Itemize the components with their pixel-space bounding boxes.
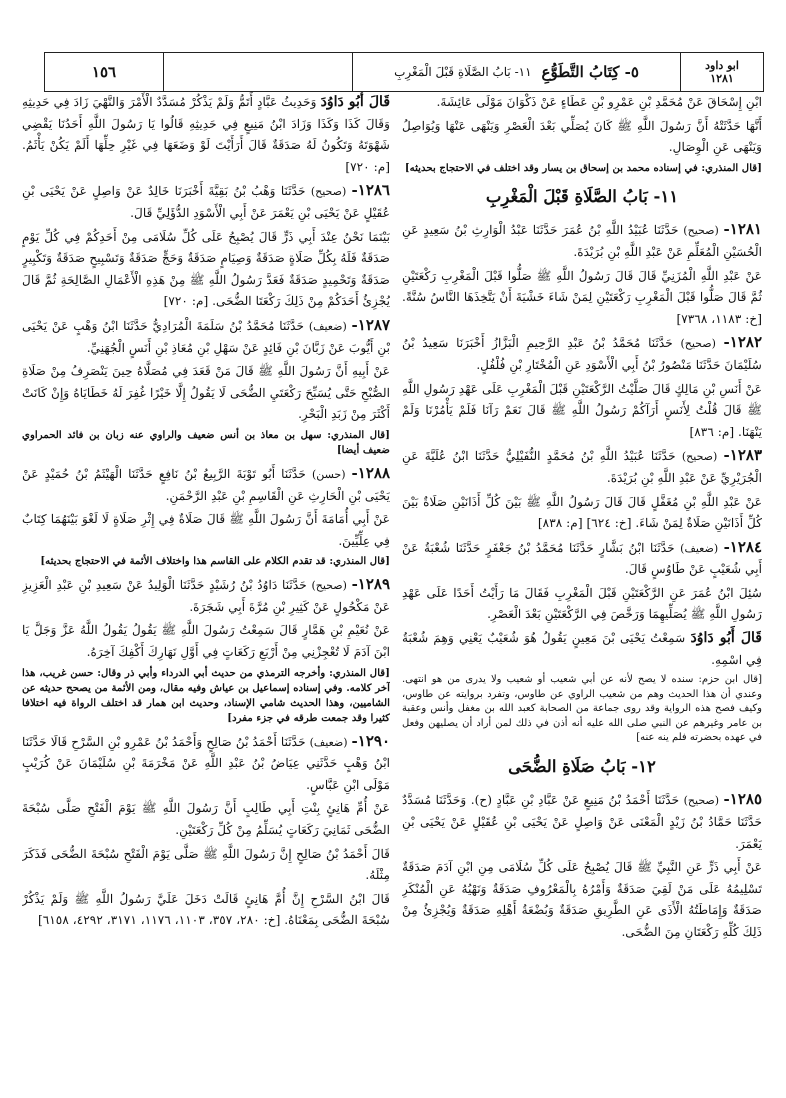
- hadith-grade: (صحيح): [680, 337, 716, 351]
- hadith-number: ١٢٨٧-: [351, 315, 390, 334]
- hadith-isnad: حَدَّثَنَا عُبَيْدُ اللَّهِ بْنُ مُحَمَّدٍ النُّفَيْلِيُّ حَدَّثَنَا ابْنُ عُلَيَّةَ عَنِ الْجُرَيْرِيِّ عَنْ عَبْدِ اللَّهِ بْنِ بُرَيْدَةَ.: [402, 449, 762, 485]
- right-column: [402, 92, 762, 1092]
- page-header: [44, 52, 764, 92]
- page-number: ١٥٦: [91, 63, 117, 81]
- hadith-1285: [402, 789, 762, 855]
- hadith-matn: عَنْ أَنَسِ بْنِ مَالِكٍ قَالَ صَلَّيْتُ الرَّكْعَتَيْنِ قَبْلَ الْمَغْرِبِ عَلَى عَهْدِ رَسُولِ اللَّهِ ﷺ قَالَ قُلْتُ لِأَنَسٍ أَرَآكُمْ رَسُولُ اللَّهِ ﷺ قَالَ نَعَمْ رَآنَا فَلَمْ يَأْمُرْنَا وَلَمْ يَنْهَنَا. [م: ٨٣٦]: [402, 381, 762, 439]
- hadith-matn: بَيْنَمَا نَحْنُ عِنْدَ أَبِي ذَرٍّ قَالَ يُصْبِحُ عَلَى كُلِّ سُلَامَى مِنْ أَحَدِكُمْ فِي كُلِّ يَوْمٍ صَدَقَةٌ فَلَهُ بِكُلِّ صَلَاةٍ صَدَقَةٌ وَصِيَامٍ صَدَقَةٌ وَحَجٍّ صَدَقَةٌ وَتَسْبِيحٍ صَدَقَةٌ وَتَكْبِيرٍ صَدَقَةٌ وَتَحْمِيدٍ صَدَقَةٌ فَعَدَّ رَسُولُ اللَّهِ ﷺ مِنْ هَذِهِ الْأَعْمَالِ الصَّالِحَةِ ثُمَّ قَالَ يُجْزِئُ أَحَدَكُمْ مِنْ ذَلِكَ رَكْعَتَا الضُّحَى. [م: ٧٢٠]: [22, 229, 390, 309]
- hadith-1286: [22, 180, 390, 224]
- hadith-matn: عَنْ عَبْدِ اللَّهِ الْمُزَنِيِّ قَالَ قَالَ رَسُولُ اللَّهِ ﷺ صَلُّوا قَبْلَ الْمَغْرِبِ رَكْعَتَيْنِ ثُمَّ قَالَ صَلُّوا قَبْلَ الْمَغْرِبِ رَكْعَتَيْنِ لِمَنْ شَاءَ خَشْيَةَ أَنْ يَتَّخِذَهَا النَّاسُ سُنَّةً. [خ: ١١٨٣، ٧٣٦٨]: [402, 268, 762, 326]
- hadith-isnad: حَدَّثَنَا ابْنُ بَشَّارٍ حَدَّثَنَا مُحَمَّدُ بْنُ جَعْفَرٍ حَدَّثَنَا شُعْبَةُ عَنْ أَبِي شُعَيْبٍ عَنْ طَاوُسٍ قَالَ.: [402, 540, 762, 577]
- hadith-matn: عَنْ أُمِّ هَانِئٍ بِنْتِ أَبِي طَالِبٍ أَنَّ رَسُولَ اللَّهِ ﷺ يَوْمَ الْفَتْحِ صَلَّى سُبْحَةَ الضُّحَى ثَمَانِيَ رَكَعَاتٍ يُسَلِّمُ مِنْ كُلِّ رَكْعَتَيْنِ.: [22, 801, 390, 838]
- header-title-box: [352, 53, 680, 91]
- hadith-number: ١٢٨٩-: [351, 575, 390, 594]
- hadith-matn: عَنْ عَبْدِ اللَّهِ بْنِ مُغَفَّلٍ قَالَ قَالَ رَسُولُ اللَّهِ ﷺ بَيْنَ كُلِّ أَذَانَيْنِ صَلَاةٌ بَيْنَ كُلِّ أَذَانَيْنِ صَلَاةٌ لِمَنْ شَاءَ. [خ: ٦٢٤] [م: ٨٣٨]: [402, 494, 762, 531]
- chapter-subtitle: ١١- بَابُ الصَّلَاةِ قَبْلَ الْمَغْرِبِ: [394, 65, 532, 79]
- hadith-grade: (ضعيف): [308, 319, 347, 333]
- header-blank-box: [163, 53, 352, 91]
- abu-dawud-remark: [22, 92, 390, 178]
- hadith-isnad: حَدَّثَنَا مُحَمَّدُ بْنُ عَبْدِ الرَّحِيمِ الْبَزَّازُ أَخْبَرَنَا سَعِيدُ بْنُ سُلَيْمَانَ حَدَّثَنَا مَنْصُورُ بْنُ أَبِي الْأَسْوَدِ عَنِ الْمُخْتَارِ بْنِ فُلْفُلٍ.: [402, 336, 762, 372]
- header-ref-bottom: ١٢٨١: [710, 72, 734, 85]
- book-title: ٥- كِتَابُ التَّطَوُّعِ: [541, 63, 639, 81]
- hadith-matn: عَنْ أَبِي ذَرٍّ عَنِ النَّبِيِّ ﷺ قَالَ يُصْبِحُ عَلَى كُلِّ سُلَامَى مِنِ ابْنِ آدَمَ صَدَقَةٌ تَسْلِيمُهُ عَلَى مَنْ لَقِيَ صَدَقَةٌ وَأَمْرُهُ بِالْمَعْرُوفِ صَدَقَةٌ وَنَهْيُهُ عَنِ الْمُنْكَرِ صَدَقَةٌ وَإِمَاطَتُهُ الْأَذَى عَنِ الطَّرِيقِ صَدَقَةٌ وَبُضْعَةُ أَهْلِهِ صَدَقَةٌ وَيُجْزِئُ مِنْ ذَلِكَ كُلِّهِ رَكْعَتَانِ مِنَ الضُّحَى.: [402, 860, 762, 939]
- abu-dawud-label: قَالَ أَبُو دَاوُدَ: [320, 94, 390, 110]
- hadith-isnad: حَدَّثَنَا وَهْبُ بْنُ بَقِيَّةَ أَخْبَرَنَا خَالِدٌ عَنْ وَاصِلٍ عَنْ يَحْيَى بْنِ عُقَيْلٍ عَنْ يَحْيَى بْنِ يَعْمَرَ عَنْ أَبِي الْأَسْوَدِ الدُّؤَلِيِّ قَالَ.: [22, 184, 390, 220]
- intro-isnad: ابْنِ إِسْحَاقَ عَنْ مُحَمَّدِ بْنِ عَمْرِو بْنِ عَطَاءٍ عَنْ ذَكْوَانَ مَوْلَى عَائِشَةَ.: [436, 95, 762, 109]
- hadith-matn: عَنْ أَبِي أُمَامَةَ أَنَّ رَسُولَ اللَّهِ ﷺ قَالَ صَلَاةٌ فِي إِثْرِ صَلَاةٍ لَا لَغْوَ بَيْنَهُمَا كِتَابٌ فِي عِلِّيِّينَ.: [22, 512, 390, 548]
- hadith-1283: [402, 445, 762, 489]
- hadith-1281: [402, 219, 762, 263]
- hadith-number: ١٢٩٠-: [351, 731, 390, 750]
- hadith-matn: عَنْ أَبِيهِ أَنَّ رَسُولَ اللَّهِ ﷺ قَالَ مَنْ قَعَدَ فِي مُصَلَّاهُ حِينَ يَنْصَرِفُ مِنْ صَلَاةِ الصُّبْحِ حَتَّى يُسَبِّحَ رَكْعَتَيِ الضُّحَى لَا يَقُولُ إِلَّا خَيْرًا غُفِرَ لَهُ خَطَايَاهُ وَإِنْ كَانَتْ أَكْثَرَ مِنْ زَبَدِ الْبَحْرِ.: [22, 364, 390, 422]
- hadith-range-box: [680, 53, 763, 91]
- hadith-matn: سُئِلَ ابْنُ عُمَرَ عَنِ الرَّكْعَتَيْنِ قَبْلَ الْمَغْرِبِ فَقَالَ مَا رَأَيْتُ أَحَدًا عَلَى عَهْدِ رَسُولِ اللَّهِ ﷺ يُصَلِّيهِمَا وَرَخَّصَ فِي الرَّكْعَتَيْنِ بَعْدَ الْعَصْرِ.: [402, 585, 762, 622]
- hadith-matn: قَالَ ابْنُ السَّرْحِ إِنَّ أُمَّ هَانِئٍ قَالَتْ دَخَلَ عَلَيَّ رَسُولُ اللَّهِ ﷺ وَلَمْ يَذْكُرْ سُبْحَةَ الضُّحَى بِمَعْنَاهُ. [خ: ٢٨٠، ٣٥٧، ١١٠٣، ١١٧٦، ٣١٧١، ٤٢٩٢، ٦١٥٨]: [22, 891, 390, 928]
- hadith-grade: (صحيح): [681, 450, 718, 464]
- hadith-number: ١٢٨٦-: [351, 181, 390, 200]
- footnote: [قال المنذري: سهل بن معاذ بن أنس ضعيف والراوي عنه زبان بن فائد الحمراوي ضعيف أيضا]: [22, 428, 390, 456]
- footnote: [قال ابن حزم: سنده لا يصح لأنه عن أبي شعيب أو شعيب ولا يدرى من هو انتهى. وعندي أن هذا الحديث وهم من شعيب الراوي عن طاوس، وتفرد بروايته عن طاوس، وكيف فصح هذه الرواية وقد روى جماعة من الصحابة كعبد الله بن مغفل وأنس وعقبة بن عامر وغيرهم عن النبي صلى الله عليه أنه أذن في ذلك لمن أراد أن يصليهن وفعل في عهده بحضرته فلم ينه عنه]: [402, 674, 762, 744]
- hadith-isnad: حَدَّثَنَا أَحْمَدُ بْنُ صَالِحٍ وَأَحْمَدُ بْنُ عَمْرِو بْنِ السَّرْحِ قَالَا حَدَّثَنَا ابْنُ وَهْبٍ حَدَّثَنِي عِيَاضُ بْنُ عَبْدِ اللَّهِ عَنْ مَخْرَمَةَ بْنِ سُلَيْمَانَ عَنْ كُرَيْبٍ مَوْلَى ابْنِ عَبَّاسٍ.: [22, 734, 390, 792]
- abu-dawud-label: قَالَ أَبُو دَاوُدَ: [690, 630, 762, 647]
- hadith-grade: (حسن): [311, 467, 346, 481]
- hadith-number: ١٢٨٢-: [723, 333, 762, 352]
- hadith-1284: [402, 537, 762, 581]
- hadith-isnad: حَدَّثَنَا عُبَيْدُ اللَّهِ بْنُ عُمَرَ حَدَّثَنَا عَبْدُ الْوَارِثِ بْنُ سَعِيدٍ عَنِ الْحُسَيْنِ الْمُعَلِّمِ عَنْ عَبْدِ اللَّهِ بْنِ بُرَيْدَةَ.: [402, 223, 762, 259]
- footnote: [قال المنذري: قد تقدم الكلام على القاسم هذا واختلاف الأئمة في الاحتجاج بحديثه]: [40, 555, 390, 568]
- hadith-isnad: حَدَّثَنَا مُحَمَّدُ بْنُ سَلَمَةَ الْمُرَادِيُّ حَدَّثَنَا ابْنُ وَهْبٍ عَنْ يَحْيَى بْنِ أَيُّوبَ عَنْ زَبَّانَ بْنِ فَائِدٍ عَنْ سَهْلِ بْنِ مُعَاذِ بْنِ أَنَسٍ الْجُهَنِيِّ.: [22, 318, 390, 355]
- abu-dawud-text: سَمِعْتُ يَحْيَى بْنَ مَعِينٍ يَقُولُ هُوَ شُعَيْبٌ يَعْنِي وَهِمَ شُعْبَةُ فِي اسْمِهِ.: [402, 631, 762, 667]
- hadith-number: ١٢٨٨-: [351, 463, 390, 482]
- chapter-heading: ١١- بَابُ الصَّلَاةِ قَبْلَ الْمَغْرِبِ: [485, 186, 679, 206]
- hadith-matn: عَنْ نُعَيْمِ بْنِ هَمَّارٍ قَالَ سَمِعْتُ رَسُولَ اللَّهِ ﷺ يَقُولُ يَقُولُ اللَّهُ عَزَّ وَجَلَّ يَا ابْنَ آدَمَ لَا تُعْجِزْنِي مِنْ أَرْبَعِ رَكَعَاتٍ فِي أَوَّلِ نَهَارِكَ أَكْفِكَ آخِرَهُ.: [22, 623, 390, 660]
- hadith-1287: [22, 315, 390, 359]
- hadith-grade: (ضعيف): [680, 541, 719, 555]
- hadith-number: ١٢٨٤-: [723, 537, 762, 556]
- abu-dawud-remark: [402, 628, 762, 671]
- abu-dawud-text: وَحَدِيثُ عَبَّادٍ أَتَمُّ وَلَمْ يَذْكُرْ مُسَدَّدٌ الْأَمْرَ وَالنَّهْيَ زَادَ فِي حَدِيثِهِ وَقَالَ كَذَا وَكَذَا وَزَادَ ابْنُ مَنِيعٍ فِي حَدِيثِهِ قَالُوا يَا رَسُولَ اللَّهِ أَحَدُنَا يَقْضِي شَهْوَتَهُ وَتَكُونُ لَهُ صَدَقَةٌ قَالَ أَرَأَيْتَ لَوْ وَضَعَهَا فِي غَيْرِ حِلِّهَا أَلَمْ يَكُنْ يَأْثَمُ. [م: ٧٢٠]: [22, 95, 390, 174]
- hadith-isnad: حَدَّثَنَا أَبُو تَوْبَةَ الرَّبِيعُ بْنُ نَافِعٍ حَدَّثَنَا الْهَيْثَمُ بْنُ حُمَيْدٍ عَنْ يَحْيَى بْنِ الْحَارِثِ عَنِ الْقَاسِمِ بْنِ عَبْدِ الرَّحْمَنِ.: [22, 466, 390, 503]
- hadith-grade: (صحيح): [683, 224, 719, 238]
- hadith-grade: (ضعيف): [309, 735, 348, 749]
- chapter-heading: ١٢- بَابُ صَلَاةِ الضُّحَى: [508, 756, 656, 776]
- hadith-number: ١٢٨١-: [723, 220, 762, 239]
- hadith-grade: (صحيح): [311, 579, 347, 593]
- left-column: [22, 92, 390, 1092]
- hadith-1288: [22, 463, 390, 507]
- hadith-grade: (صحيح): [310, 185, 347, 199]
- hadith-isnad: حَدَّثَنَا أَحْمَدُ بْنُ مَنِيعٍ عَنْ عَبَّادِ بْنِ عَبَّادٍ (ح). وَحَدَّثَنَا مُسَدَّدٌ حَدَّثَنَا حَمَّادُ بْنُ زَيْدٍ الْمَعْنَى عَنْ وَاصِلٍ عَنْ يَحْيَى بْنِ عُقَيْلٍ عَنْ يَحْيَى بْنِ يَعْمَرَ.: [402, 793, 762, 851]
- hadith-matn: قَالَ أَحْمَدُ بْنُ صَالِحٍ إِنَّ رَسُولَ اللَّهِ ﷺ صَلَّى يَوْمَ الْفَتْحِ سُبْحَةَ الضُّحَى فَذَكَرَ مِثْلَهُ.: [22, 846, 390, 883]
- hadith-number: ١٢٨٥-: [723, 790, 762, 809]
- header-ref-top: ابو داود: [705, 59, 739, 72]
- hadith-number: ١٢٨٣-: [723, 446, 762, 465]
- hadith-1289: [22, 574, 390, 618]
- footnote: [قال المنذري: وأخرجه الترمذي من حديث أبي الدرداء وأبي ذر وقال: حسن غريب، هذا آخر كلامه. وفي إسناده إسماعيل بن عياش وفيه مقال، ومن الأئمة من يصحح حديثه عن الشاميين، وهذا الحديث شامي الإسناد، وحديث ابن همار قد اختلف الرواة فيه اختلافا كثيرا وقد جمعت طرقه في جزء مفرد]: [22, 666, 390, 724]
- hadith-1282: [402, 332, 762, 376]
- intro-matn: أَنَّهَا حَدَّثَتْهُ أَنَّ رَسُولَ اللَّهِ ﷺ كَانَ يُصَلِّي بَعْدَ الْعَصْرِ وَيَنْهَى عَنْهَا وَيُوَاصِلُ وَيَنْهَى عَنِ الْوِصَالِ.: [402, 118, 762, 155]
- hadith-1290: [22, 731, 390, 797]
- hadith-isnad: حَدَّثَنَا دَاوُدُ بْنُ رُشَيْدٍ حَدَّثَنَا الْوَلِيدُ عَنْ سَعِيدِ بْنِ عَبْدِ الْعَزِيزِ عَنْ مَكْحُولٍ عَنْ كَثِيرِ بْنِ مُرَّةَ أَبِي شَجَرَةَ.: [22, 578, 390, 614]
- footnote: [قال المنذري: في إسناده محمد بن إسحاق بن يسار وقد اختلف في الاحتجاج بحديثه]: [404, 161, 762, 174]
- hadith-grade: (صحيح): [683, 794, 720, 808]
